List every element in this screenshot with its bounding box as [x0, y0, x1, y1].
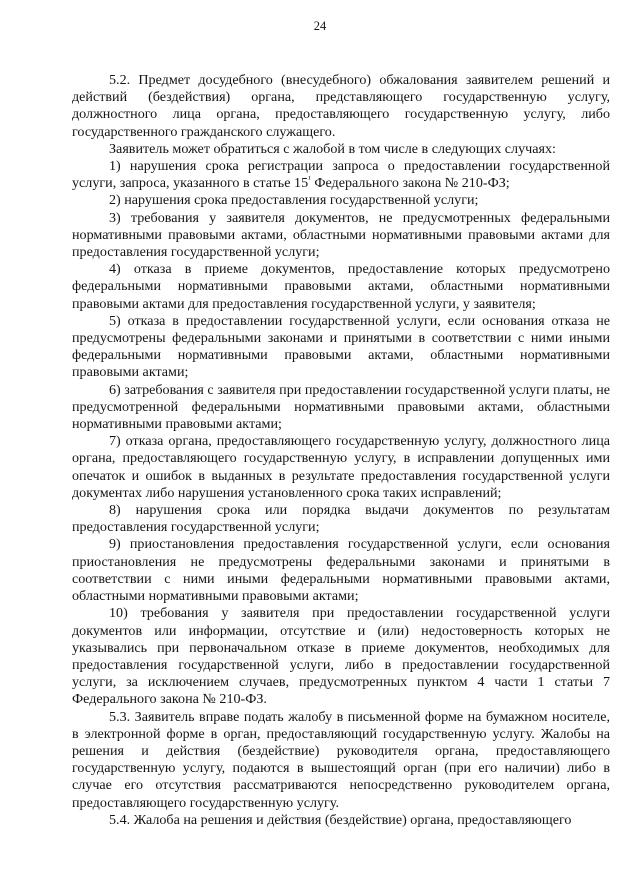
paragraph-5-3: 5.3. Заявитель вправе подать жалобу в письменной форме на бумажном носителе, в электронной форме в орган, предоставляющий государственную услугу. Жалобы на решения и действия (бездействие) руководителя органа, предоставляющего государственную услугу, подаются в вышестоящий орган (при его наличии) либо в случае его отсутствия рассматриваются непосредственно руководителем органа, предоставляющего государственную услугу. [72, 708, 610, 811]
list-item-8: 8) нарушения срока или порядка выдачи документов по результатам предоставления государственной услуги; [72, 502, 610, 536]
paragraph-5-4: 5.4. Жалоба на решения и действия (бездействие) органа, предоставляющего [109, 811, 572, 828]
page-number: 24 [313, 19, 327, 33]
list-item-4: 4) отказа в приеме документов, предоставление которых предусмотрено федеральными нормативными правовыми актами, областными нормативными правовыми актами для предоставления государственной услуги, у заявителя; [72, 261, 610, 312]
list-item-9: 9) приостановления предоставления государственной услуги, если основания приостановления не предусмотрены федеральными законами и принятыми в соответствии с ними иными федеральными нормативными правовыми актами, областными нормативными правовыми актами; [72, 536, 610, 605]
superscript-mark: ¹ [308, 174, 311, 185]
list-item-3: 3) требования у заявителя документов, не предусмотренных федеральными нормативными правовыми актами, областными нормативными правовыми актами для предоставления государственной услуги; [72, 209, 610, 261]
list-item-1: 1) нарушения срока регистрации запроса о предоставлении государственной услуги, запроса, указанного в статье $15^{^1}$ Федерального закона № 210-ФЗ; [72, 158, 610, 192]
paragraph-intro: Заявитель может обратиться с жалобой в том числе в следующих случаях: [109, 140, 556, 157]
list-item-7: 7) отказа органа, предоставляющего государственную услугу, должностного лица органа, предоставляющего государственную услугу, в исправлении допущенных ими опечаток и ошибок в выданных в результате предоставления государственной услуги документах либо нарушения установленного срока таких исправлений; [72, 433, 610, 501]
list-item-10: 10) требования у заявителя при предоставлении государственной услуги документов или информации, отсутствие и (или) недостоверность которых не указывались при первоначальном отказе в приеме документов, необходимых для предоставления государственной услуги, либо в предоставлении государственной услуги, за исключением случаев, предусмотренных пунктом 4 части 1 статьи 7 Федерального закона № 210-ФЗ. [72, 605, 610, 708]
list-item-2: 2) нарушения срока предоставления государственной услуги; [109, 192, 479, 209]
list-item-5: 5) отказа в предоставлении государственной услуги, если основания отказа не предусмотрены федеральными законами и принятыми в соответствии с ними иными федеральными нормативными правовыми актами, областными нормативными правовыми актами; [72, 312, 610, 381]
paragraph-5-2: 5.2. Предмет досудебного (внесудебного) обжалования заявителем решений и действий (бездействия) органа, представляющего государственную услугу, должностного лица органа, предоставляющего государственную услугу, либо государственного гражданского служащего. [72, 72, 610, 140]
document-body [72, 72, 610, 829]
list-item-6: 6) затребования с заявителя при предоставлении государственной услуги платы, не предусмотренной федеральными нормативными правовыми актами, областными нормативными правовыми актами; [72, 381, 610, 433]
